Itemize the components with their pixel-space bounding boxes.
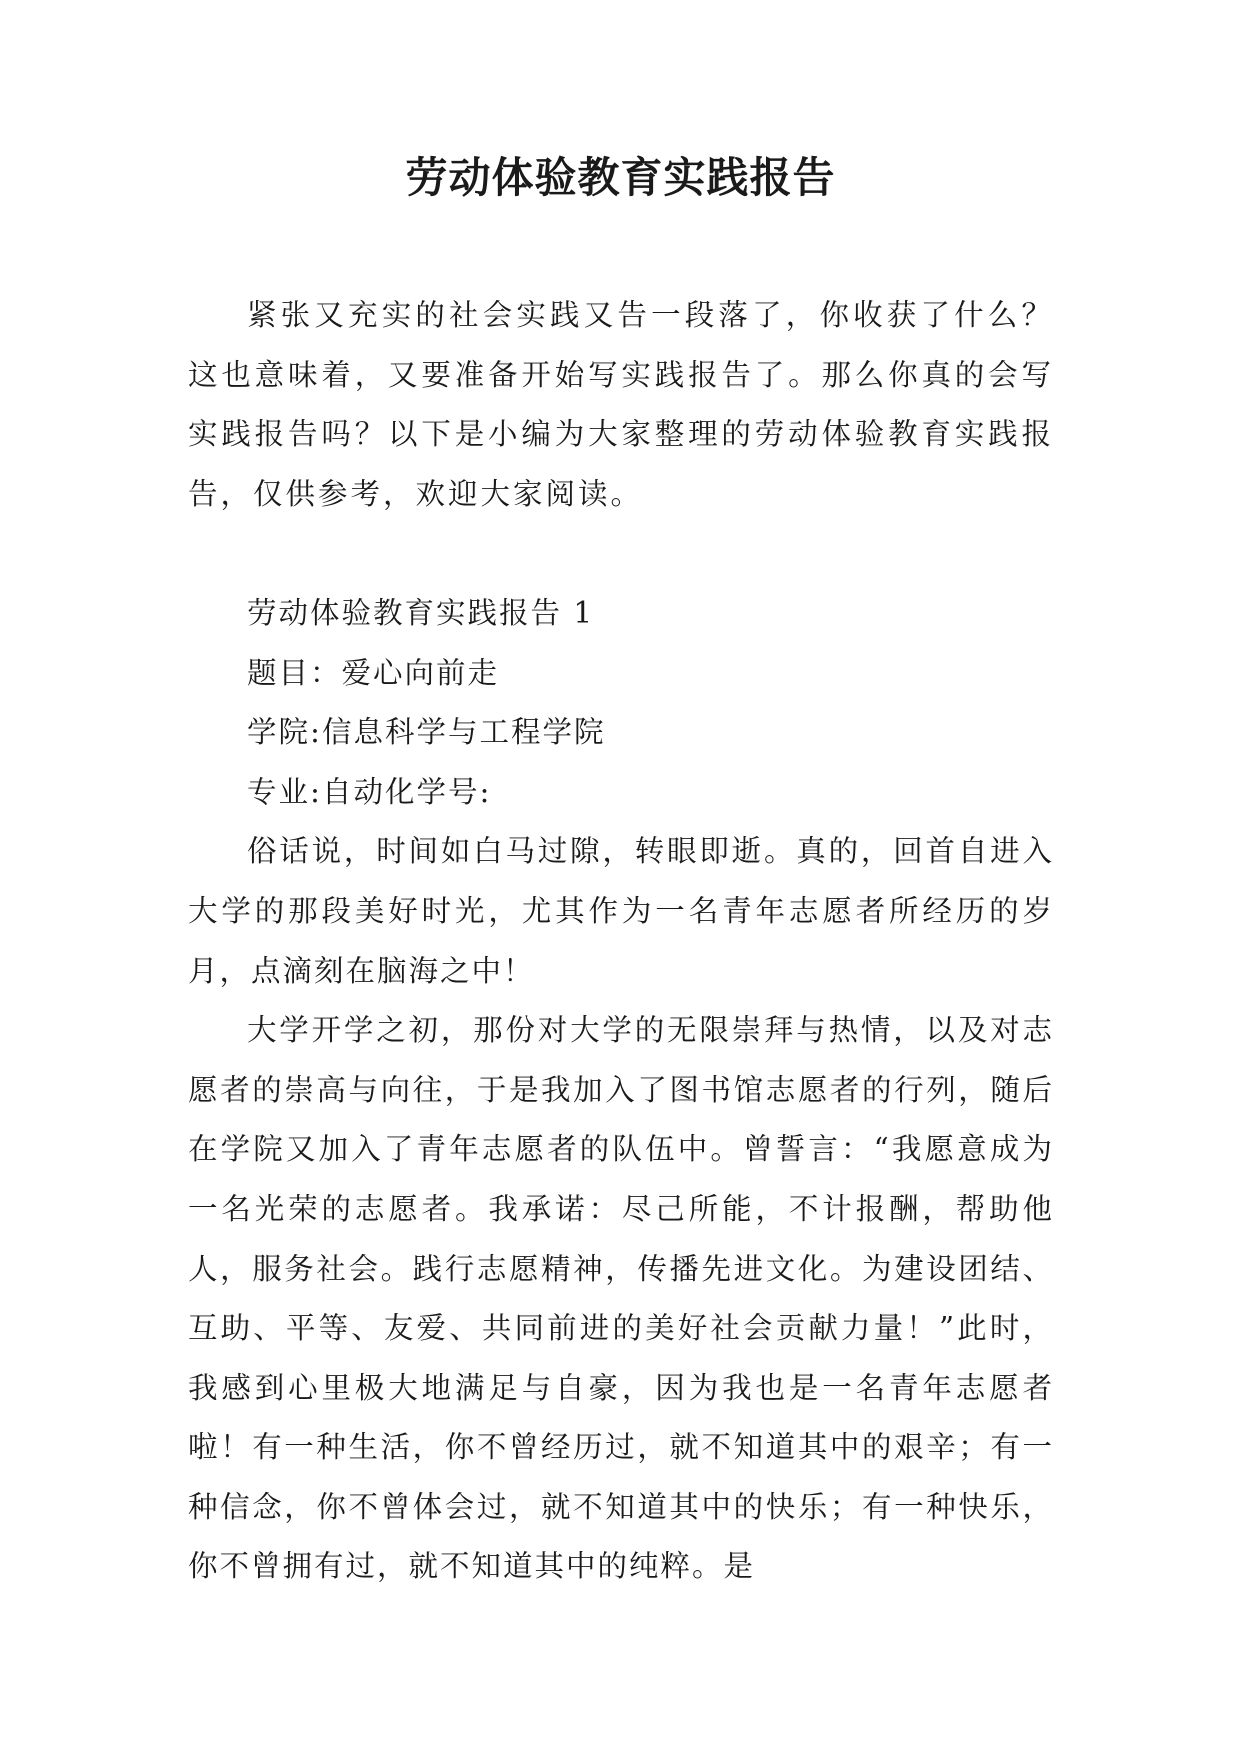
topic-line: 题目：爱心向前走 (247, 655, 500, 690)
document-title: 劳动体验教育实践报告 (405, 153, 836, 202)
document-body (188, 286, 1054, 1597)
body-paragraph: 大学开学之初，那份对大学的无限崇拜与热情，以及对志愿者的崇高与向往，于是我加入了图书馆志愿者的行列，随后在学院又加入了青年志愿者的队伍中。曾誓言：“我愿意成为一名光荣的志愿者。我承诺：尽己所能，不计报酬，帮助他人，服务社会。践行志愿精神，传播先进文化。为建设团结、互助、平等、友爱、共同前进的美好社会贡献力量！”此时，我感到心里极大地满足与自豪，因为我也是一名青年志愿者啦！有一种生活，你不曾经历过，就不知道其中的艰辛；有一种信念，你不曾体会过，就不知道其中的快乐；有一种快乐，你不曾拥有过，就不知道其中的纯粹。是 (188, 1013, 1054, 1584)
section-heading: 劳动体验教育实践报告 1 (247, 595, 595, 630)
body-paragraph: 俗话说，时间如白马过隙，转眼即逝。真的，回首自进入大学的那段美好时光，尤其作为一名青年志愿者所经历的岁月，点滴刻在脑海之中！ (188, 834, 1054, 988)
intro-paragraph: 紧张又充实的社会实践又告一段落了，你收获了什么？这也意味着，又要准备开始写实践报告了。那么你真的会写实践报告吗？以下是小编为大家整理的劳动体验教育实践报告，仅供参考，欢迎大家阅读。 (188, 298, 1054, 511)
major-line: 专业:自动化学号: (247, 774, 492, 809)
college-line: 学院:信息科学与工程学院 (247, 715, 606, 750)
